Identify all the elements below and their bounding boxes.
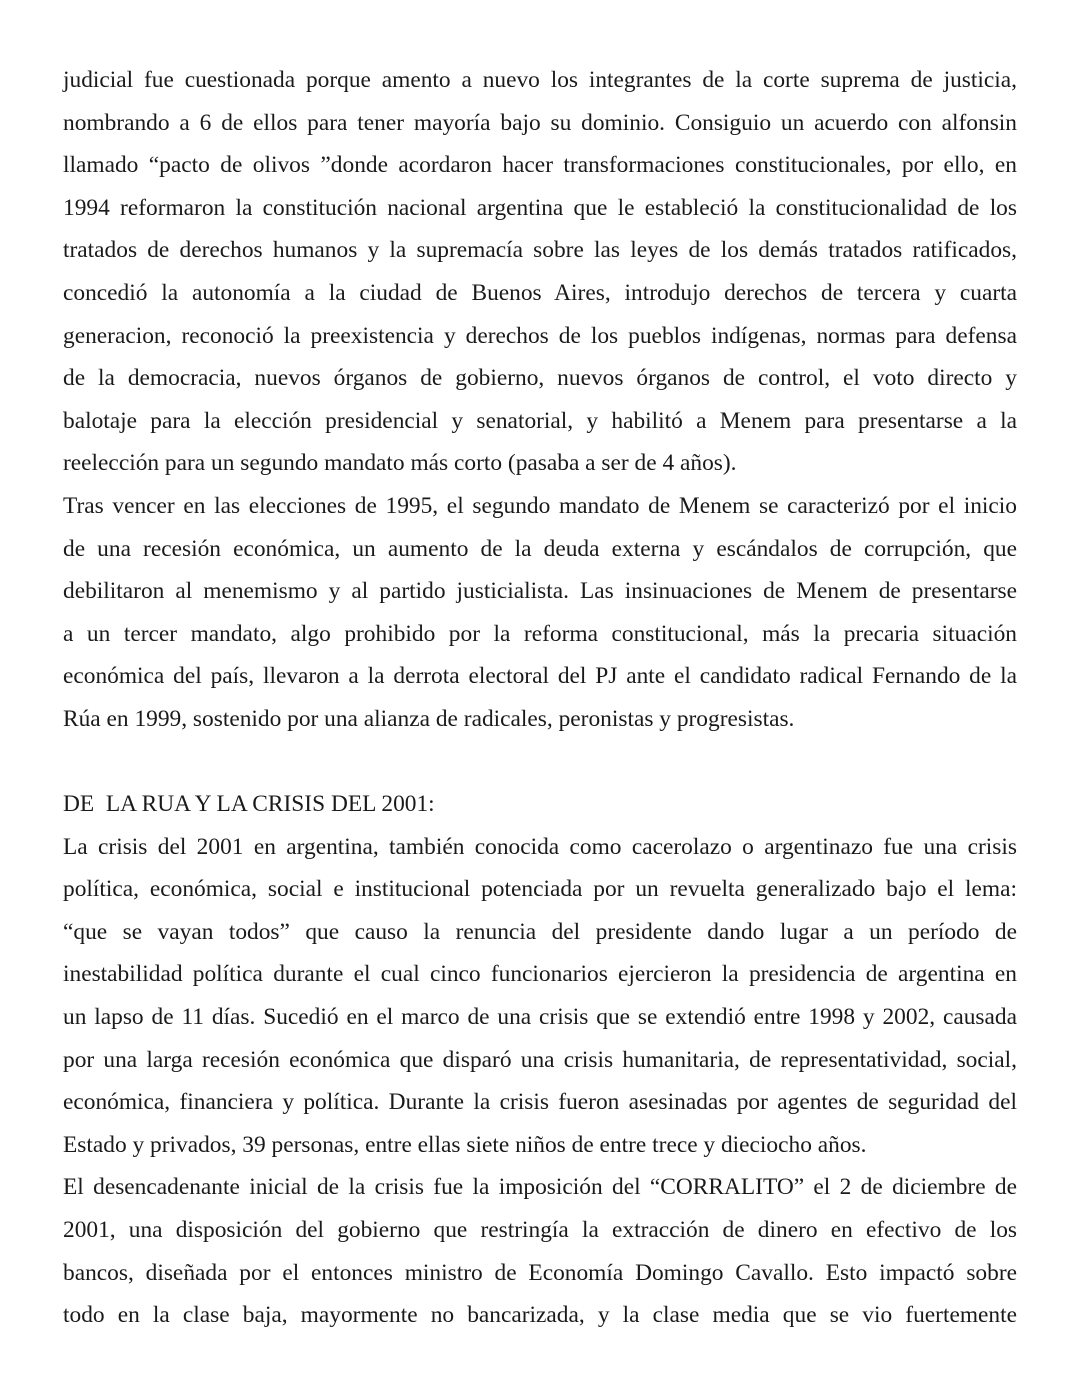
text-line: económica, financiera y política. Durante la crisis fueron asesinadas por agentes de seguridad del — [63, 1089, 1017, 1116]
text-line: un lapso de 11 días. Sucedió en el marco de una crisis que se extendió entre 1998 y 2002, causada — [63, 1004, 1017, 1031]
text-line: reelección para un segundo mandato más corto (pasaba a ser de 4 años). — [63, 450, 737, 477]
paragraph-constitutional-reform — [63, 59, 1017, 485]
text-line: inestabilidad política durante el cual cinco funcionarios ejercieron la presidencia de argentina en — [63, 961, 1017, 988]
text-line: La crisis del 2001 en argentina, también conocida como cacerolazo o argentinazo fue una crisis — [63, 833, 1017, 860]
document-page — [63, 59, 1017, 1337]
text-line: 1994 reformaron la constitución nacional argentina que le estableció la constitucionalidad de los — [63, 194, 1017, 221]
text-line: Estado y privados, 39 personas, entre ellas siete niños de entre trece y dieciocho años. — [63, 1131, 867, 1158]
blank-line — [63, 741, 1017, 784]
paragraph-menem-second-term — [63, 485, 1017, 741]
paragraph-crisis-2001 — [63, 826, 1017, 1167]
text-line: todo en la clase baja, mayormente no bancarizada, y la clase media que se vio fuertemente — [63, 1302, 1017, 1329]
text-line: 2001, una disposición del gobierno que restringía la extracción de dinero en efectivo de los — [63, 1217, 1017, 1244]
text-line: concedió la autonomía a la ciudad de Buenos Aires, introdujo derechos de tercera y cuarta — [63, 279, 1017, 306]
text-line: nombrando a 6 de ellos para tener mayoría bajo su dominio. Consiguio un acuerdo con alfonsin — [63, 109, 1017, 136]
text-line: por una larga recesión económica que disparó una crisis humanitaria, de representatividad, social, — [63, 1046, 1017, 1073]
text-line: balotaje para la elección presidencial y senatorial, y habilitó a Menem para presentarse a la — [63, 407, 1017, 434]
text-line: Tras vencer en las elecciones de 1995, el segundo mandato de Menem se caracterizó por el inicio — [63, 492, 1017, 519]
text-line: judicial fue cuestionada porque amento a nuevo los integrantes de la corte suprema de justicia, — [63, 67, 1017, 93]
text-line: política, económica, social e institucional potenciada por un revuelta generalizado bajo el lema: — [63, 876, 1017, 903]
text-line: económica del país, llevaron a la derrota electoral del PJ ante el candidato radical Fernando de la — [63, 663, 1017, 690]
text-line: de una recesión económica, un aumento de la deuda externa y escándalos de corrupción, que — [63, 535, 1017, 562]
section-heading: DE LA RUA Y LA CRISIS DEL 2001: — [63, 791, 435, 818]
text-line: Rúa en 1999, sostenido por una alianza de radicales, peronistas y progresistas. — [63, 705, 795, 732]
text-line: debilitaron al menemismo y al partido justicialista. Las insinuaciones de Menem de presentarse — [63, 578, 1017, 605]
text-line: a un tercer mandato, algo prohibido por la reforma constitucional, más la precaria situación — [63, 620, 1017, 647]
paragraph-corralito — [63, 1166, 1017, 1336]
text-line: bancos, diseñada por el entonces ministro de Economía Domingo Cavallo. Esto impactó sobre — [63, 1259, 1017, 1286]
text-line: tratados de derechos humanos y la supremacía sobre las leyes de los demás tratados ratificados, — [63, 237, 1017, 264]
text-line: llamado “pacto de olivos ”donde acordaron hacer transformaciones constitucionales, por ello, en — [63, 152, 1017, 179]
text-line: de la democracia, nuevos órganos de gobierno, nuevos órganos de control, el voto directo y — [63, 365, 1017, 392]
text-line: “que se vayan todos” que causo la renuncia del presidente dando lugar a un período de — [63, 918, 1017, 945]
text-line: generacion, reconoció la preexistencia y derechos de los pueblos indígenas, normas para defensa — [63, 322, 1017, 349]
text-line: El desencadenante inicial de la crisis fue la imposición del “CORRALITO” el 2 de diciembre de — [63, 1174, 1017, 1201]
